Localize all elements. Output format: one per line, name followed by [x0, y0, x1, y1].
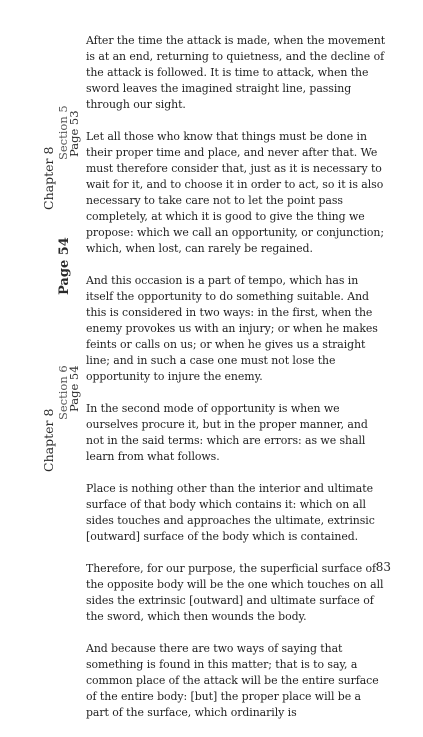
paragraph: Place is nothing other than the interior and ultimate surface of that body which contains it: which on all sides touches and approaches the ultimate, extrinsic [outward] surface of the body which is contained. [86, 482, 375, 543]
margin-note-page-only [53, 237, 72, 295]
page-number: 83 [375, 560, 391, 574]
margin-page-label: Page 54 [67, 365, 81, 412]
paragraph: And because there are two ways of saying that something is found in this matter; that is to say, a common place of the attack will be the entire surface of the entire body: [but] the proper place will be a part of the surface, which ordinarily is [86, 642, 379, 719]
margin-section-label: Section 5 [56, 105, 70, 160]
paragraph: Let all those who know that things must be done in their proper time and place, and never after that. We must therefore consider that, just as it is necessary to wait for it, and to choose it in order to act, so it is also necessary to take care not to let the point pass completely, at which it is good to give the thing we propose: which we call an opportunity, or conjunction; which, when lost, can rarely be regained. [86, 130, 384, 255]
margin-note-page [63, 110, 82, 157]
paragraph: After the time the attack is made, when the movement is at an end, returning to quietness, and the decline of the attack is followed. It is time to attack, when the sword leaves the imagined straight line, passing through our sight. [86, 34, 386, 111]
margin-chapter-label: Chapter 8 [41, 408, 56, 472]
margin-note-page [63, 365, 82, 412]
paragraph: And this occasion is a part of tempo, which has in itself the opportunity to do something suitable. And this is considered in two ways: in the first, when the enemy provokes us with an injury; or when he makes feints or calls on us; or when he gives us a straight line; and in such a case one must not lose the opportunity to injure the enemy. [86, 274, 378, 383]
margin-page-label: Page 54 [57, 237, 72, 295]
margin-section-label: Section 6 [56, 365, 70, 420]
paragraph: Therefore, for our purpose, the superficial surface of the opposite body will be the one which touches on all sides the extrinsic [outward] and ultimate surface of the sword, which then wounds the body. [86, 562, 384, 623]
paragraph: In the second mode of opportunity is when we ourselves procure it, but in the proper manner, and not in the said terms: which are errors: as we shall learn from what follows. [86, 402, 368, 463]
margin-chapter-label: Chapter 8 [41, 146, 56, 210]
body-text [86, 33, 386, 737]
margin-page-label: Page 53 [67, 110, 81, 157]
